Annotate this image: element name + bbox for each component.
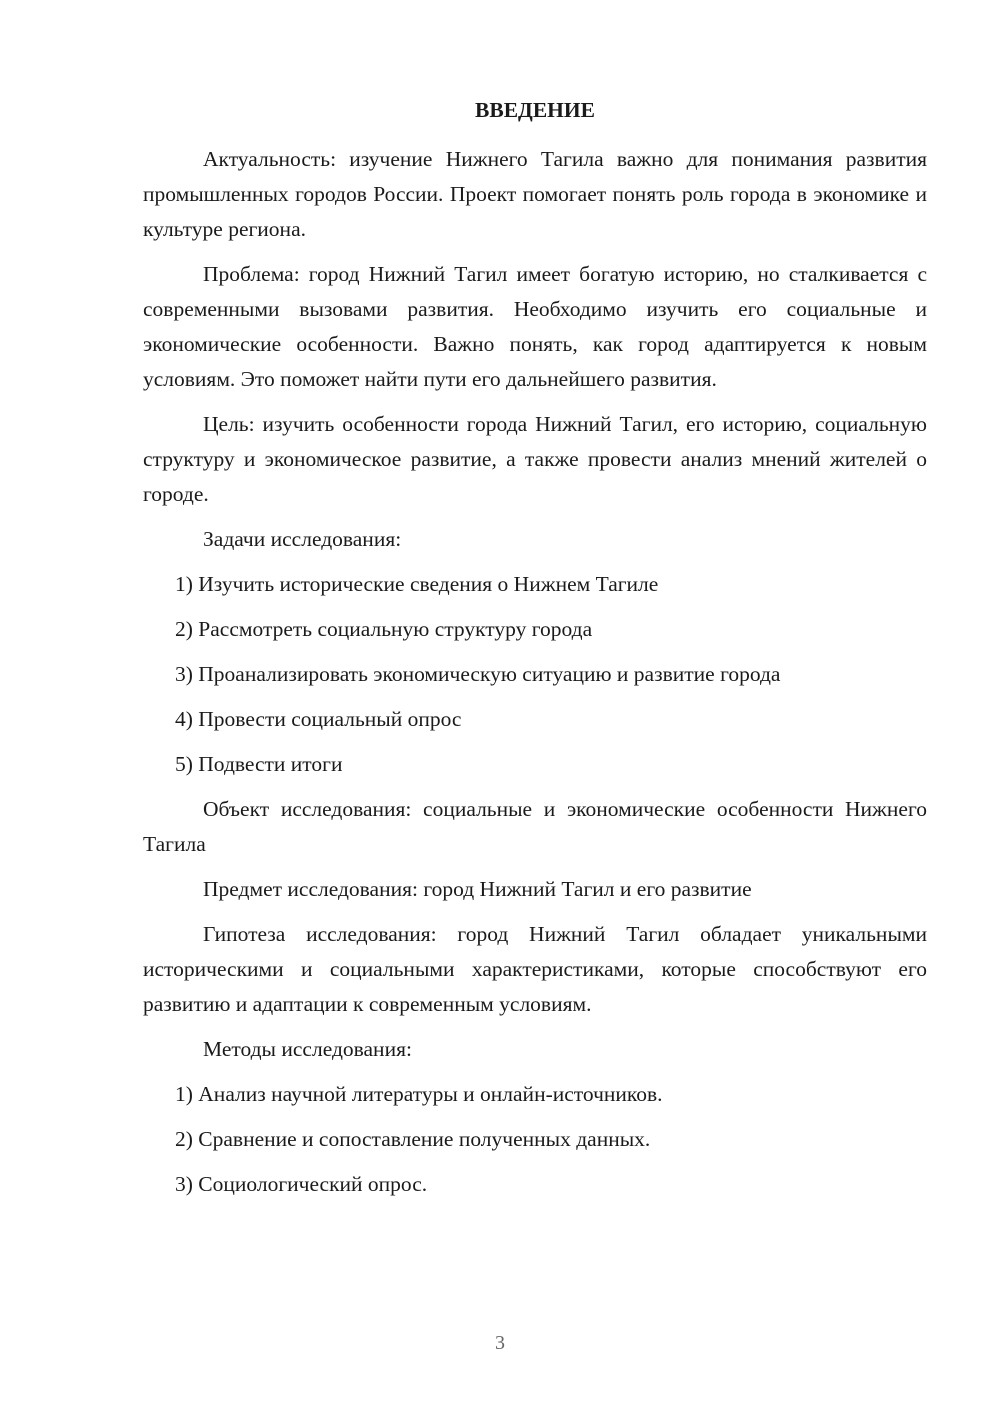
page-number: 3 — [495, 1332, 505, 1354]
method-item: 3) Социологический опрос. — [175, 1172, 428, 1196]
section-heading: ВВЕДЕНИЕ — [475, 98, 595, 122]
tasks-title: Задачи исследования: — [203, 527, 402, 551]
problem-paragraph: Проблема: город Нижний Тагил имеет богатую историю, но сталкивается с современными вызовами развития. Необходимо изучить его социальные и экономические особенности. Важно понять, как город адаптируется к новым условиям. Это поможет найти пути его дальнейшего развития. — [143, 262, 927, 391]
method-item: 2) Сравнение и сопоставление полученных данных. — [175, 1127, 651, 1151]
task-item: 2) Рассмотреть социальную структуру города — [175, 617, 593, 641]
subject-paragraph: Предмет исследования: город Нижний Тагил и его развитие — [203, 877, 752, 901]
method-item: 1) Анализ научной литературы и онлайн-источников. — [175, 1082, 663, 1106]
document-page — [143, 95, 927, 1212]
methods-title: Методы исследования: — [203, 1037, 412, 1061]
task-item: 5) Подвести итоги — [175, 752, 343, 776]
relevance-paragraph: Актуальность: изучение Нижнего Тагила важно для понимания развития промышленных городов России. Проект помогает понять роль города в экономике и культуре региона. — [143, 147, 927, 241]
task-item: 3) Проанализировать экономическую ситуацию и развитие города — [175, 662, 781, 686]
hypothesis-paragraph: Гипотеза исследования: город Нижний Тагил обладает уникальными историческими и социальными характеристиками, которые способствуют его развитию и адаптации к современным условиям. — [143, 922, 927, 1016]
object-paragraph: Объект исследования: социальные и экономические особенности Нижнего Тагила — [143, 797, 927, 856]
goal-paragraph: Цель: изучить особенности города Нижний Тагил, его историю, социальную структуру и экономическое развитие, а также провести анализ мнений жителей о городе. — [143, 412, 927, 506]
task-item: 1) Изучить исторические сведения о Нижнем Тагиле — [175, 572, 659, 596]
task-item: 4) Провести социальный опрос — [175, 707, 462, 731]
